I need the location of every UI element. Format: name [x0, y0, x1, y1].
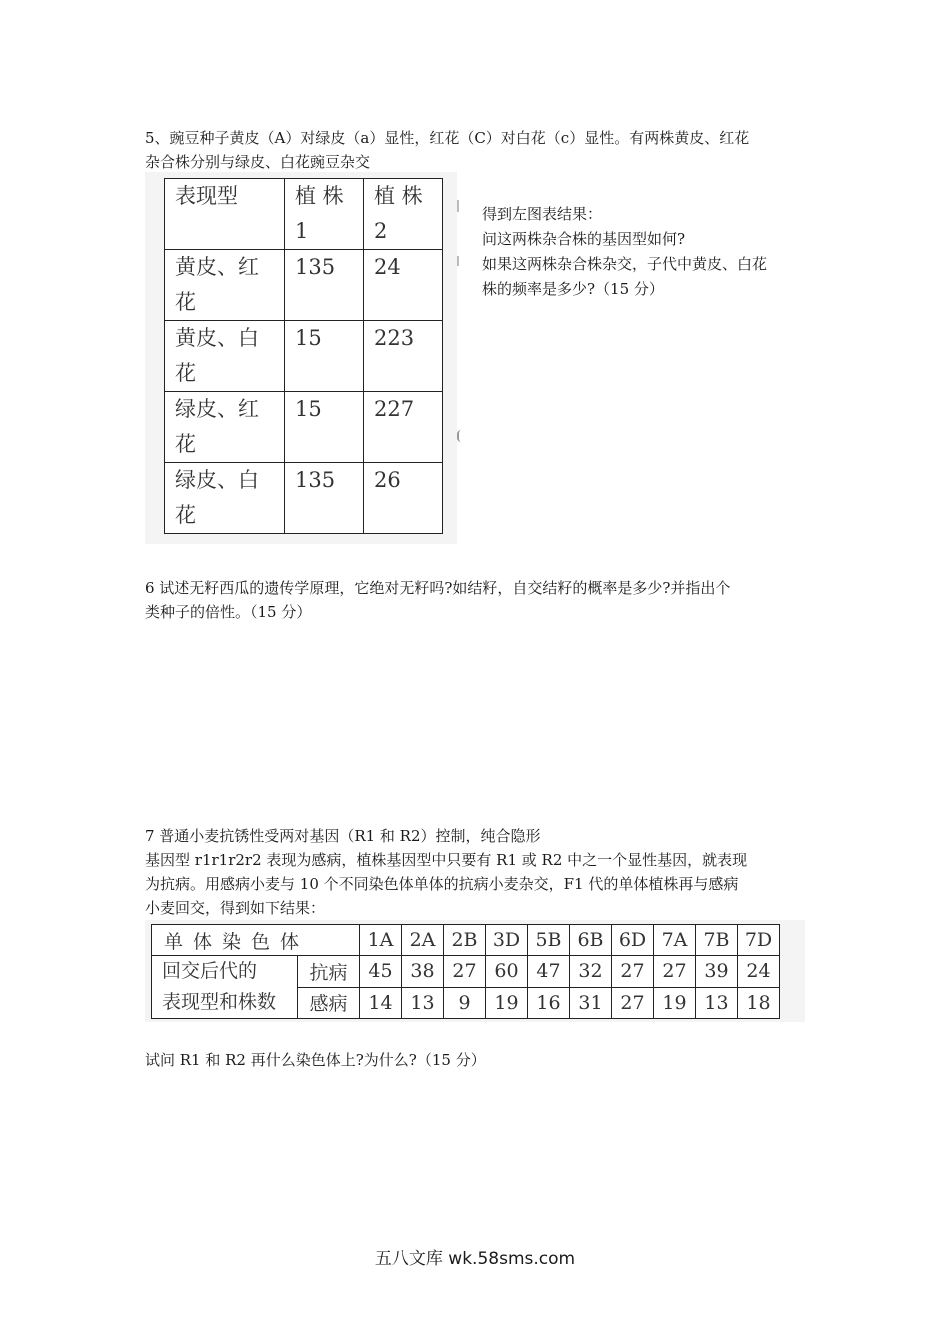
- susceptible-count: 31: [570, 987, 612, 1019]
- chromosome-cell: 7A: [654, 925, 696, 956]
- phenotype-cell: 黄皮、红 花: [165, 250, 285, 321]
- q6-line-2: 类种子的倍性。（15 分）: [145, 603, 312, 621]
- susceptible-count: 27: [612, 987, 654, 1019]
- susceptible-count: 18: [738, 987, 780, 1019]
- image-edge-artifact: [457, 256, 464, 266]
- image-edge-mask: [457, 172, 463, 544]
- plant-1-count: 15: [285, 392, 364, 463]
- chromosome-cell: 7D: [738, 925, 780, 956]
- table-row: [165, 321, 443, 392]
- susceptible-count: 16: [528, 987, 570, 1019]
- resistant-count: 27: [612, 956, 654, 988]
- susceptible-count: 14: [360, 987, 402, 1019]
- q7-monosomic-table: [151, 924, 780, 1019]
- resistant-count: 45: [360, 956, 402, 988]
- chromosome-cell: 3D: [486, 925, 528, 956]
- q5-side-line: 如果这两株杂合株杂交，子代中黄皮、白花: [482, 255, 768, 273]
- q7-line-1: 7 普通小麦抗锈性受两对基因（R1 和 R2）控制，纯合隐形: [145, 827, 541, 845]
- resistant-count: 32: [570, 956, 612, 988]
- q5-side-line: 株的频率是多少?（15 分）: [482, 280, 664, 298]
- q5-header-plant-1: 植 株 1: [285, 179, 364, 250]
- q5-side-text: [482, 202, 767, 302]
- q7-table-header-row: [152, 925, 780, 956]
- q7-header-label: 单体染色体: [152, 925, 360, 956]
- resistant-count: 47: [528, 956, 570, 988]
- resistant-count: 39: [696, 956, 738, 988]
- table-row: [152, 956, 780, 988]
- chromosome-cell: 5B: [528, 925, 570, 956]
- plant-1-count: 15: [285, 321, 364, 392]
- chromosome-cell: 2B: [444, 925, 486, 956]
- plant-2-count: 227: [364, 392, 443, 463]
- resistant-count: 24: [738, 956, 780, 988]
- chromosome-cell: 2A: [402, 925, 444, 956]
- susceptible-label: 感病: [298, 987, 360, 1019]
- image-edge-artifact: [457, 200, 464, 212]
- susceptible-count: 19: [486, 987, 528, 1019]
- susceptible-count: 13: [696, 987, 738, 1019]
- q5-line-2: 杂合株分别与绿皮、白花豌豆杂交: [145, 153, 371, 171]
- phenotype-cell: 绿皮、白 花: [165, 463, 285, 534]
- plant-2-count: 26: [364, 463, 443, 534]
- q5-table-image: [145, 172, 463, 544]
- q7-line-2: 基因型 r1r1r2r2 表现为感病，植株基因型中只要有 R1 或 R2 中之一个显性基因，就表现: [145, 851, 748, 869]
- q7-line-4: 小麦回交，得到如下结果：: [145, 899, 326, 917]
- resistant-label: 抗病: [298, 956, 360, 988]
- q7-line-3: 为抗病。用感病小麦与 10 个不同染色体单体的抗病小麦杂交，F1 代的单体植株再与感病: [145, 875, 739, 893]
- plant-2-count: 24: [364, 250, 443, 321]
- q5-side-line: 得到左图表结果：: [482, 205, 603, 223]
- q5-side-line: 问这两株杂合株的基因型如何?: [482, 230, 686, 248]
- footer-watermark: 五八文库 wk.58sms.com: [374, 1249, 576, 1269]
- susceptible-count: 19: [654, 987, 696, 1019]
- table-row: [165, 250, 443, 321]
- phenotype-cell: 绿皮、红 花: [165, 392, 285, 463]
- q5-line-1: 5、豌豆种子黄皮（A）对绿皮（a）显性，红花（C）对白花（c）显性。有两株黄皮、红花: [145, 129, 750, 147]
- chromosome-cell: 7B: [696, 925, 738, 956]
- chromosome-cell: 6D: [612, 925, 654, 956]
- resistant-count: 38: [402, 956, 444, 988]
- chromosome-cell: 6B: [570, 925, 612, 956]
- q5-header-phenotype: 表现型: [165, 179, 285, 250]
- table-row: [165, 392, 443, 463]
- chromosome-cell: 1A: [360, 925, 402, 956]
- table-row: [165, 463, 443, 534]
- susceptible-count: 9: [444, 987, 486, 1019]
- resistant-count: 27: [654, 956, 696, 988]
- phenotype-cell: 黄皮、白 花: [165, 321, 285, 392]
- plant-1-count: 135: [285, 250, 364, 321]
- plant-2-count: 223: [364, 321, 443, 392]
- resistant-count: 60: [486, 956, 528, 988]
- q5-table-header-row: [165, 179, 443, 250]
- q5-header-plant-2: 植 株 2: [364, 179, 443, 250]
- q5-phenotype-table: [164, 178, 443, 534]
- susceptible-count: 13: [402, 987, 444, 1019]
- image-edge-artifact: [457, 430, 464, 442]
- q7-group-label: 回交后代的 表现型和株数: [152, 956, 298, 1019]
- q7-table-image: [145, 920, 805, 1022]
- q7-question: 试问 R1 和 R2 再什么染色体上?为什么?（15 分）: [145, 1051, 486, 1069]
- resistant-count: 27: [444, 956, 486, 988]
- plant-1-count: 135: [285, 463, 364, 534]
- q6-line-1: 6 试述无籽西瓜的遗传学原理，它绝对无籽吗?如结籽，自交结籽的概率是多少?并指出个: [145, 579, 731, 597]
